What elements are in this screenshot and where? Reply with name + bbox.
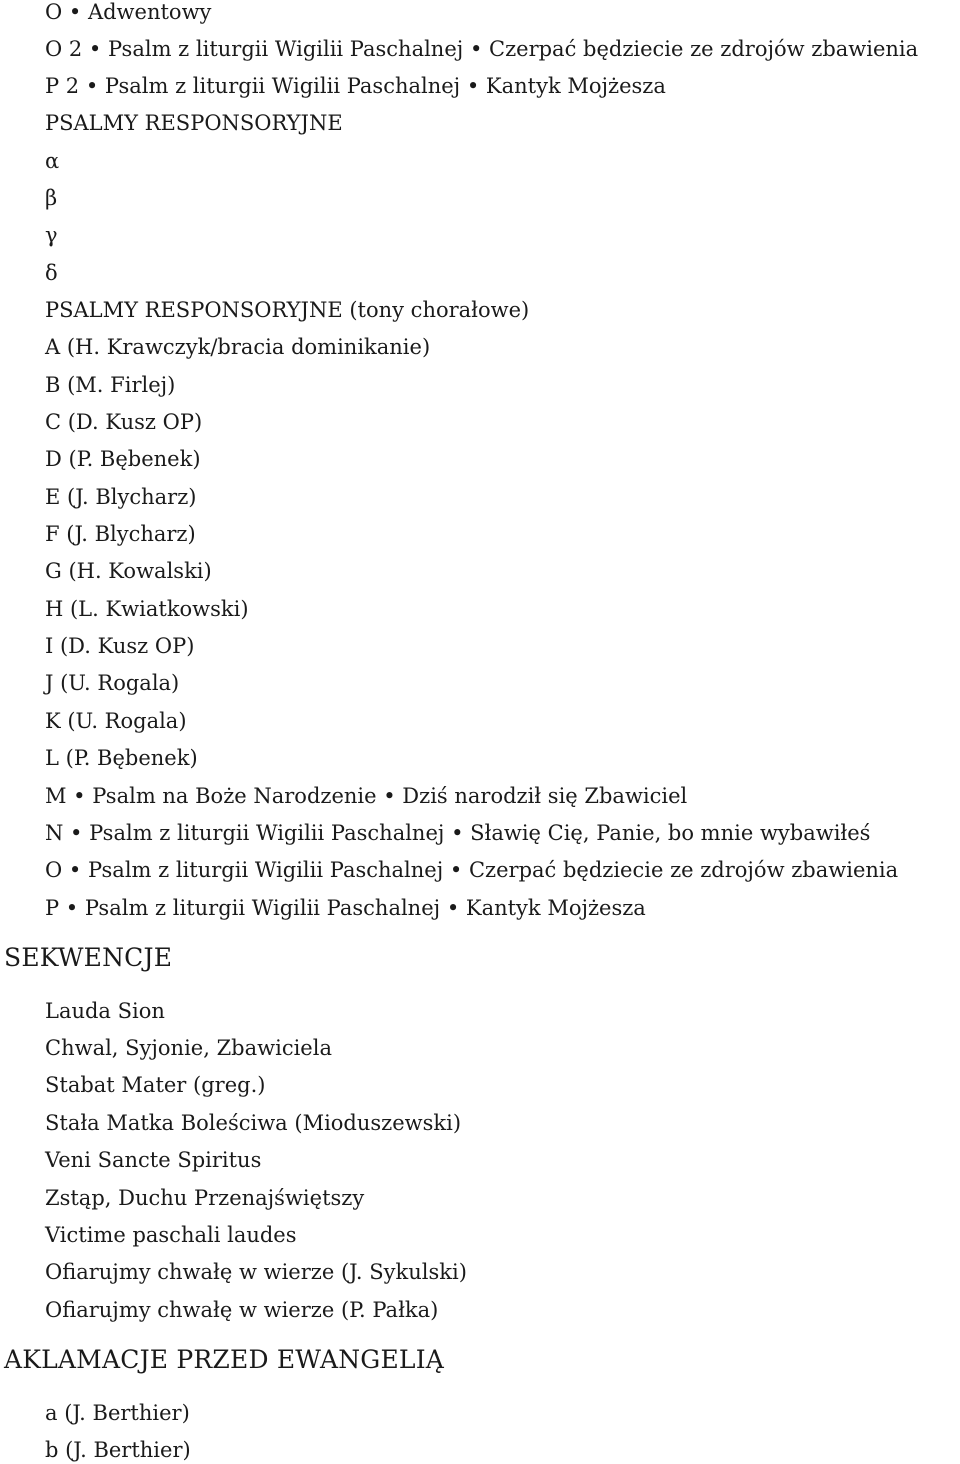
list-item: Ofiarujmy chwałę w wierze (P. Pałka): [45, 1298, 439, 1322]
list-item: Victime paschali laudes: [45, 1223, 297, 1247]
list-item: β: [45, 186, 58, 210]
section-heading-sekwencje: SEKWENCJE: [4, 943, 173, 972]
list-item: Chwal, Syjonie, Zbawiciela: [45, 1036, 332, 1060]
list-item: Lauda Sion: [45, 999, 165, 1023]
list-item: δ: [45, 261, 58, 285]
section-heading-aklamacje: AKLAMACJE PRZED EWANGELIĄ: [4, 1345, 445, 1374]
list-item: J (U. Rogala): [45, 671, 180, 695]
list-item: C (D. Kusz OP): [45, 410, 203, 434]
list-item: N • Psalm z liturgii Wigilii Paschalnej • Sławię Cię, Panie, bo mnie wybawiłeś: [45, 821, 871, 845]
list-item: I (D. Kusz OP): [45, 634, 195, 658]
list-item: Stabat Mater (greg.): [45, 1073, 266, 1097]
list-item: A (H. Krawczyk/bracia dominikanie): [45, 335, 431, 359]
list-item: a (J. Berthier): [45, 1401, 190, 1425]
list-item: Zstąp, Duchu Przenajświętszy: [45, 1186, 365, 1210]
list-item: γ: [45, 223, 58, 247]
list-item: E (J. Blycharz): [45, 485, 197, 509]
list-item: O • Psalm z liturgii Wigilii Paschalnej • Czerpać będziecie ze zdrojów zbawienia: [45, 858, 899, 882]
list-item: PSALMY RESPONSORYJNE: [45, 111, 343, 135]
list-item: G (H. Kowalski): [45, 559, 212, 583]
list-item: F (J. Blycharz): [45, 522, 196, 546]
list-item: α: [45, 149, 60, 173]
list-item: O 2 • Psalm z liturgii Wigilii Paschalnej • Czerpać będziecie ze zdrojów zbawienia: [45, 37, 919, 61]
list-item: Ofiarujmy chwałę w wierze (J. Sykulski): [45, 1260, 467, 1284]
list-item: M • Psalm na Boże Narodzenie • Dziś narodził się Zbawiciel: [45, 784, 688, 808]
list-item: D (P. Bębenek): [45, 447, 201, 471]
list-item: Veni Sancte Spiritus: [45, 1148, 262, 1172]
list-item: b (J. Berthier): [45, 1438, 191, 1462]
list-item: P 2 • Psalm z liturgii Wigilii Paschalnej • Kantyk Mojżesza: [45, 74, 666, 98]
list-item: PSALMY RESPONSORYJNE (tony chorałowe): [45, 298, 530, 322]
list-item: Stała Matka Boleściwa (Mioduszewski): [45, 1111, 462, 1135]
list-item: H (L. Kwiatkowski): [45, 597, 249, 621]
list-item: O • Adwentowy: [45, 0, 212, 24]
list-item: B (M. Firlej): [45, 373, 176, 397]
list-item: L (P. Bębenek): [45, 746, 198, 770]
list-item: K (U. Rogala): [45, 709, 187, 733]
list-item: P • Psalm z liturgii Wigilii Paschalnej • Kantyk Mojżesza: [45, 896, 646, 920]
